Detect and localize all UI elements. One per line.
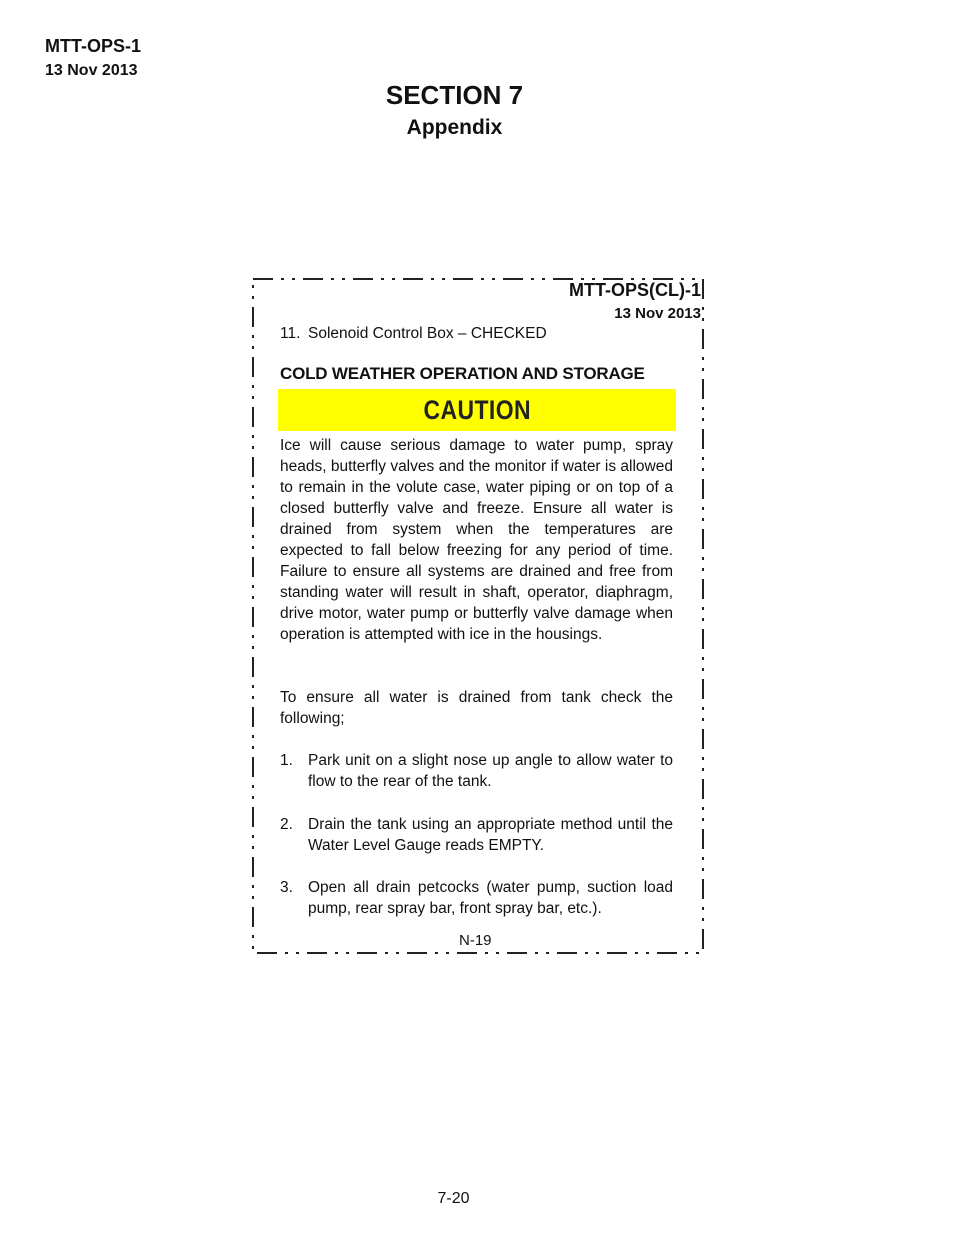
item-text: Solenoid Control Box – CHECKED — [308, 325, 547, 342]
checklist-card — [252, 278, 704, 954]
step-number: 2. — [280, 816, 293, 833]
section-subtitle: Appendix — [406, 116, 503, 139]
section-heading: COLD WEATHER OPERATION AND STORAGE — [280, 364, 645, 383]
document-id: MTT-OPS-1 — [45, 36, 142, 56]
step-text: Open all drain petcocks (water pump, suction load pump, rear spray bar, front spray bar, etc.). — [308, 879, 673, 917]
section-title: SECTION 7 — [385, 80, 524, 110]
drain-intro-text: To ensure all water is drained from tank check the following; — [280, 689, 673, 727]
step-text: Drain the tank using an appropriate method until the Water Level Gauge reads EMPTY. — [308, 816, 673, 854]
caution-banner — [278, 389, 676, 431]
step-text: Park unit on a slight nose up angle to allow water to flow to the rear of the tank. — [308, 752, 673, 790]
card-date: 13 Nov 2013 — [614, 305, 701, 322]
step-1 — [280, 750, 673, 792]
step-number: 1. — [280, 752, 293, 769]
step-number: 3. — [280, 879, 293, 896]
step-3 — [280, 877, 673, 919]
caution-label: CAUTION — [423, 394, 531, 425]
step-2 — [280, 814, 673, 856]
document-date: 13 Nov 2013 — [45, 62, 138, 79]
caution-text: Ice will cause serious damage to water pump, spray heads, butterfly valves and the monitor if water is allowed to remain in the volute case, water piping or on top of a closed butterfly valve and freeze. Ensure all water is drained from system when the temperatures are expected to fall below freezing for any period of time. Failure to ensure all systems are drained and free from standing water will result in shaft, operator, diaphragm, drive motor, water pump or butterfly valve damage when operation is attempted with ice in the housings. — [280, 437, 673, 643]
item-number: 11. — [280, 325, 301, 342]
card-document-id: MTT-OPS(CL)-1 — [569, 280, 701, 300]
checklist-item-11 — [280, 323, 547, 344]
page-number: 7-20 — [437, 1190, 470, 1207]
card-page-label: N-19 — [459, 932, 492, 949]
